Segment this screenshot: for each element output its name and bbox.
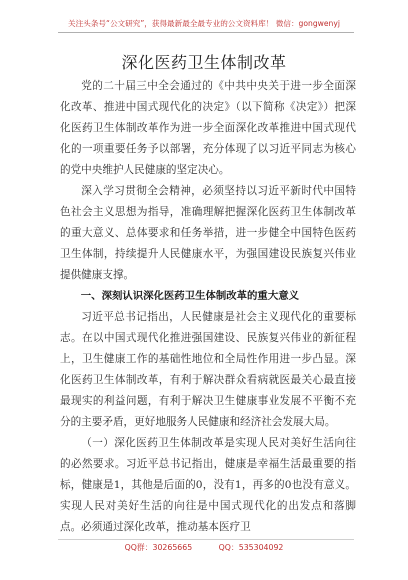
footer-divider — [58, 539, 354, 540]
intro-paragraph-1: 党的二十届三中全会通过的《中共中央关于进一步全面深化改革、推进中国式现代化的决定》（以下简称《决定》）把深化医药卫生体制改革作为进一步全面深化改革推进中国式现代化的一项重要任务予以部署，充分体现了以习近平同志为核心的党中央维护人民健康的坚定决心。 — [60, 80, 356, 176]
document-title: 深化医药卫生体制改革 — [121, 53, 287, 72]
section-heading-1: 一、深刻认识深化医药卫生体制改革的重大意义 — [80, 290, 299, 302]
page-footer — [0, 542, 408, 553]
section-paragraph-2: （一）深化医药卫生体制改革是实现人民对美好生活向往的必然要求。习近平总书记指出，健康是幸福生活最重要的指标，健康是1，其他是后面的0，没有1，再多的0也没有意义。实现人民对美好生活的向往是中国式现代化的出发点和落脚点。必须通过深化改革，推动基本医疗卫 — [60, 437, 356, 533]
footer-qq: QQ：535304092 — [218, 543, 284, 552]
footer-qq-group: QQ群：30265665 — [124, 543, 193, 552]
page-header-promo: 关注头条号“公文研究”，获得最新最全最专业的公文资料库！ 微信：gongwenyj — [68, 19, 340, 28]
intro-paragraph-2: 深入学习贯彻全会精神，必须坚持以习近平新时代中国特色社会主义思想为指导，准确理解把握深化医药卫生体制改革的重大意义、总体要求和任务举措，进一步健全中国特色医药卫生体制，持续提升人民健康水平，为强国建设民族复兴伟业提供健康支撑。 — [60, 185, 356, 281]
header-divider — [58, 32, 354, 33]
document-body — [60, 76, 356, 538]
section-paragraph-1: 习近平总书记指出，人民健康是社会主义现代化的重要标志。在以中国式现代化推进强国建设、民族复兴伟业的新征程上，卫生健康工作的基础性地位和全局性作用进一步凸显。深化医药卫生体制改革，有利于解决群众看病就医最关心最直接最现实的利益问题，有利于解决卫生健康事业发展不平衡不充分的主要矛盾，更好地服务人民健康和经济社会发展大局。 — [60, 311, 356, 428]
